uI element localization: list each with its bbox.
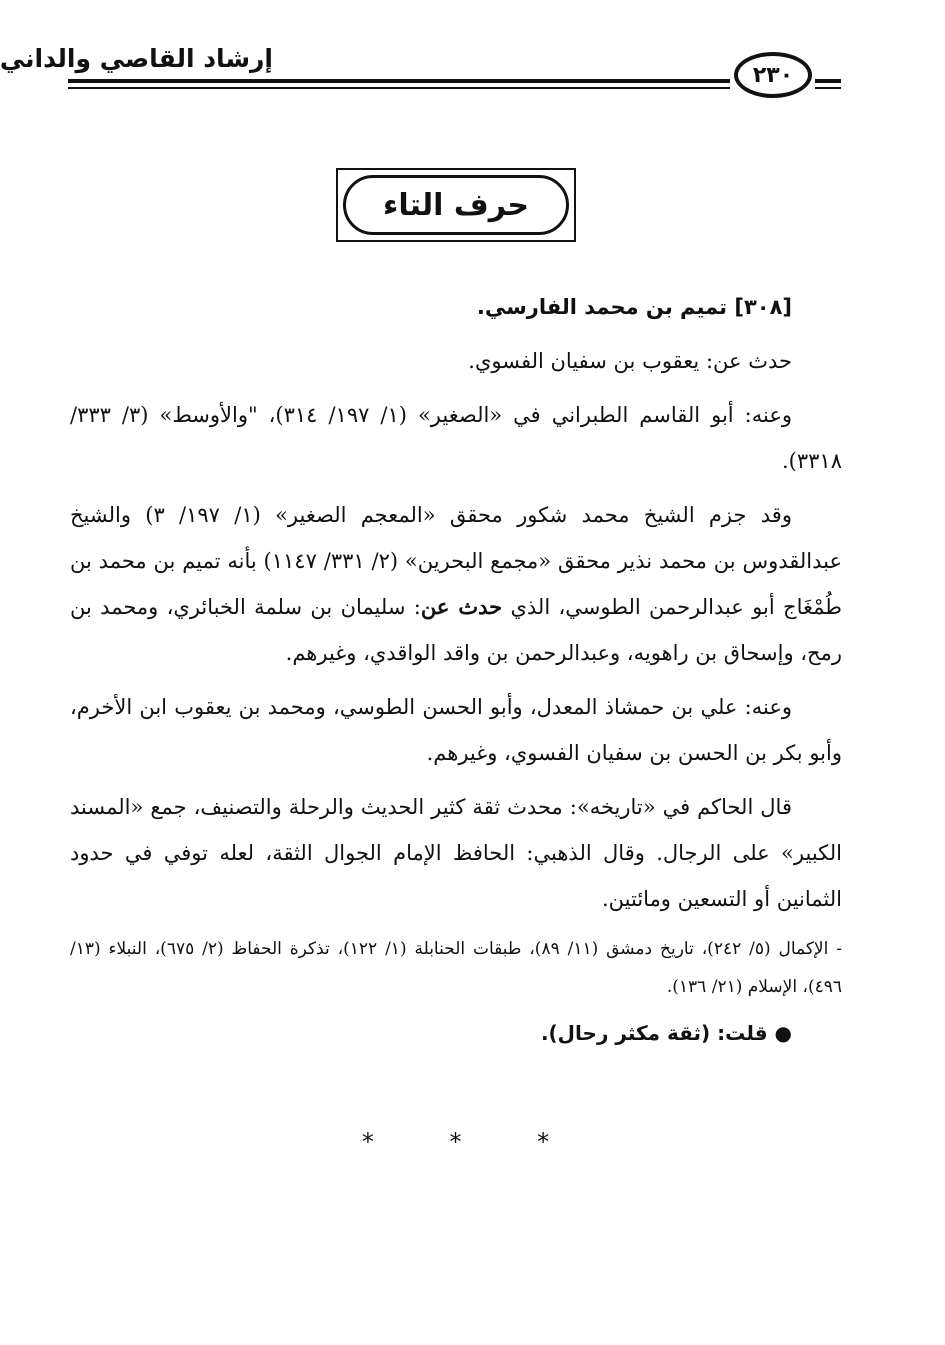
section-separator: * * *: [361, 1128, 584, 1156]
entry-heading: [70, 284, 842, 330]
entry-body: [70, 284, 842, 1064]
paragraph-identification-part-2: : سليمان بن سلمة الخبائري، ومحمد بن رمح، وإسحاق بن راهويه، وعبدالرحمن بن واقد الواقدي، وغيرهم.: [70, 595, 842, 665]
header-rule-thin: [68, 87, 730, 89]
narrated-from: حدث عن: يعقوب بن سفيان الفسوي.: [468, 349, 792, 373]
header-rule-right-thick: [815, 79, 841, 83]
page-header: [0, 0, 945, 110]
conclusion: [70, 1010, 842, 1056]
section-title-box: [336, 168, 576, 242]
paragraph-students: وعنه: علي بن حمشاذ المعدل، وأبو الحسن الطوسي، ومحمد بن يعقوب ابن الأخرم، وأبو بكر بن الحسن بن سفيان الفسوي، وغيرهم.: [70, 695, 842, 765]
paragraph-identification-bold: حدث عن: [420, 594, 503, 619]
narrated-by: وعنه: أبو القاسم الطبراني في «الصغير» (١/ ١٩٧/ ٣١٤)، "والأوسط» (٣/ ٣٣٣/ ٣٣١٨).: [70, 403, 842, 473]
sources-list: - الإكمال (٥/ ٢٤٢)، تاريخ دمشق (١١/ ٨٩)، طبقات الحنابلة (١/ ١٢٢)، تذكرة الحفاظ (٢/ ٦٧٥)، النبلاء (١٣/ ٤٩٦)، الإسلام (٢١/ ١٣٦).: [70, 939, 842, 997]
header-rule-thick: [68, 79, 730, 83]
book-title: إرشاد القاصي والداني: [0, 44, 273, 73]
entry-heading-text: [٣٠٨] تميم بن محمد الفارسي.: [476, 295, 792, 319]
conclusion-text: ● قلت: (ثقة مكثر رحال).: [540, 1021, 792, 1045]
paragraph-identification: [70, 492, 842, 676]
section-title: حرف التاء: [343, 175, 569, 235]
paragraph-identification-part-1: وقد جزم الشيخ محمد شكور محقق «المعجم الصغير» (١/ ١٩٧/ ٣) والشيخ عبدالقدوس بن محمد نذير محقق «مجمع البحرين» (٢/ ٣٣١/ ١١٤٧) بأنه تميم بن محمد بن طُمْغَاج أبو عبدالرحمن الطوسي، الذي: [70, 503, 842, 619]
header-rule-right-thin: [815, 87, 841, 89]
paragraph-grading: قال الحاكم في «تاريخه»: محدث ثقة كثير الحديث والرحلة والتصنيف، جمع «المسند الكبير» على الرجال. وقال الذهبي: الحافظ الإمام الجوال الثقة، لعله توفي في حدود الثمانين أو التسعين ومائتين.: [70, 795, 842, 911]
page-number: ٢٣٠: [734, 52, 812, 98]
